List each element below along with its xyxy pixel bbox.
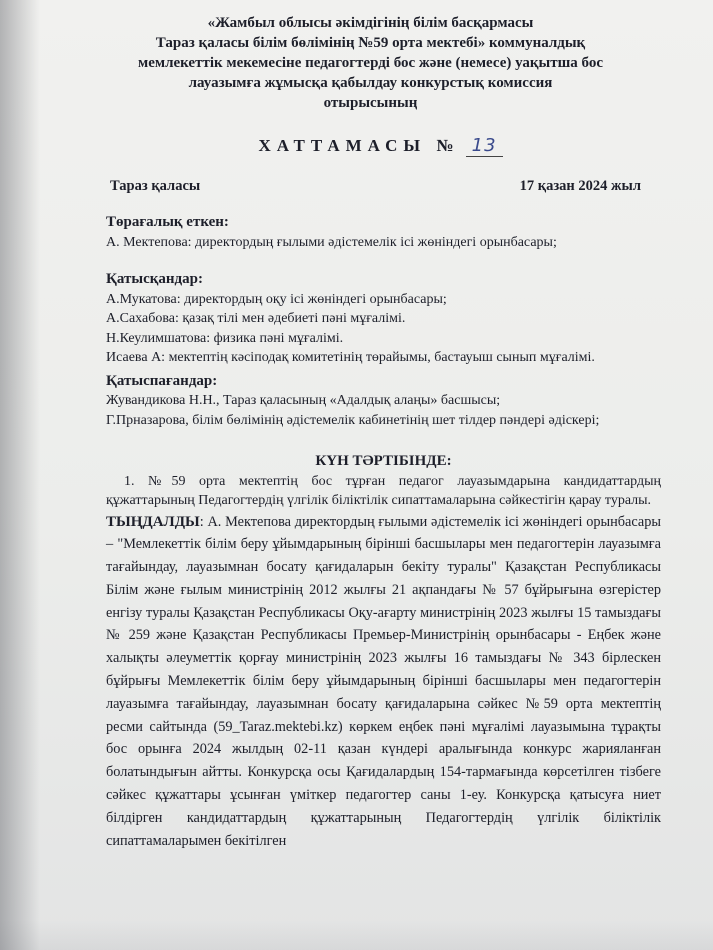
heard-paragraph [106, 511, 661, 853]
participant-item: Н.Кеулимшатова: физика пәні мұғалімі. [106, 330, 344, 346]
absent-heading: Қатыспағандар: [106, 372, 218, 389]
bottom-shade [0, 920, 713, 950]
header-line-2: Тараз қаласы білім бөлімінің №59 орта мектебі» коммуналдық [155, 35, 586, 51]
chair-text: А. Мектепова: директордың ғылыми әдістемелік ісі жөніндегі орынбасары; [106, 234, 557, 250]
document-body [100, 213, 661, 852]
heard-text: : А. Мектепова директордың ғылыми әдістемелік ісі жөніндегі орынбасары – "Мемлекеттік білім беру ұйымдарының бірінші басшылары мен педагогтерін лауазымға тағайындау, лауазымнан босату қағидаларын бекіту туралы" Қазақстан Республикасы Білім және ғылым министрінің 2012 жылғы 21 ақпандағы № 57 бұйрығына өзгерістер енгізу туралы Қазақстан Республикасы Оқу-ағарту министрінің 2023 жылғы 15 тамыздағы № 259 және Қазақстан Республикасы Премьер-Министрінің орынбасары - Еңбек және халықты әлеуметтік қорғау министрінің 2023 жылғы 16 тамыздағы № 343 бірлескен бұйрығы Мемлекеттік білім беру ұйымдарының бірінші басшылары мен педагогтерін лауазымға тағайындау, лауазымнан босату қағидаларына сәйкес №59 орта мектептің ресми сайтында (59_Taraz.mektebi.kz) көркем еңбек пәні мұғалімі лауазымына тұрақты бос орынға 2024 жылдың 02-11 қазан күндері аралығында конкурс жарияланған болатындығын айтты. Конкурсқа осы Қағидалардың 154-тармағында көрсетілген тізбеге сәйкес құжаттары ұсынған үміткер педагогтер саны 1-еу. Конкурсқа қатысуға ниет білдірген кандидаттардың құжаттарының Педагогтердің үлгілік біліктілік сипаттамаларымен бекітілген [106, 513, 661, 849]
page-edge-shadow [0, 0, 40, 950]
place: Тараз қаласы [110, 178, 201, 194]
participant-item: Исаева А: мектептің кәсіподақ комитетінің төрайымы, бастауыш сынып мұғалімі. [106, 350, 595, 365]
header-line-5: отырысының [323, 95, 418, 111]
header-line-4: лауазымға жұмысқа қабылдау конкурстық комиссия [188, 75, 553, 91]
handwritten-number: 13 [466, 135, 503, 157]
header-line-1: «Жамбыл облысы әкімдігінің білім басқармасы [207, 15, 534, 31]
participant-item: А.Мукатова: директордың оқу ісі жөніндегі орынбасары; [106, 291, 447, 307]
agenda-item-1: 1. №59 орта мектептің бос тұрған педагог лауазымдарына кандидаттардың құжаттарының Педагогтердің үлгілік біліктілік сипаттамаларына сәйкестігін қарау туралы. [106, 473, 661, 508]
date: 17 қазан 2024 жыл [519, 178, 641, 194]
participants-heading: Қатысқандар: [106, 271, 203, 287]
absent-item: Жувандикова Н.Н., Тараз қаласының «Адалдық алаңы» басшысы; [106, 393, 501, 408]
chair-heading: Төрағалық еткен: [106, 214, 229, 230]
title-word: ХАТТАМАСЫ [258, 136, 427, 155]
document-header [80, 0, 661, 113]
heard-label: ТЫҢДАЛДЫ [106, 513, 200, 530]
header-line-3: мемлекеттік мекемесіне педагогтерді бос және (немесе) уақытша бос [137, 55, 604, 71]
place-date-row [100, 178, 661, 195]
absent-item: Г.Прназарова, білім бөлімінің әдістемелік кабинетінің шет тілдер пәндері әдіскері; [106, 412, 600, 428]
document-title [100, 135, 661, 156]
participant-item: А.Сахабова: қазақ тілі мен әдебиеті пәні мұғалімі. [106, 311, 406, 326]
title-number-label: № [436, 136, 456, 155]
agenda-heading: КҮН ТӘРТІБІНДЕ: [315, 453, 452, 469]
